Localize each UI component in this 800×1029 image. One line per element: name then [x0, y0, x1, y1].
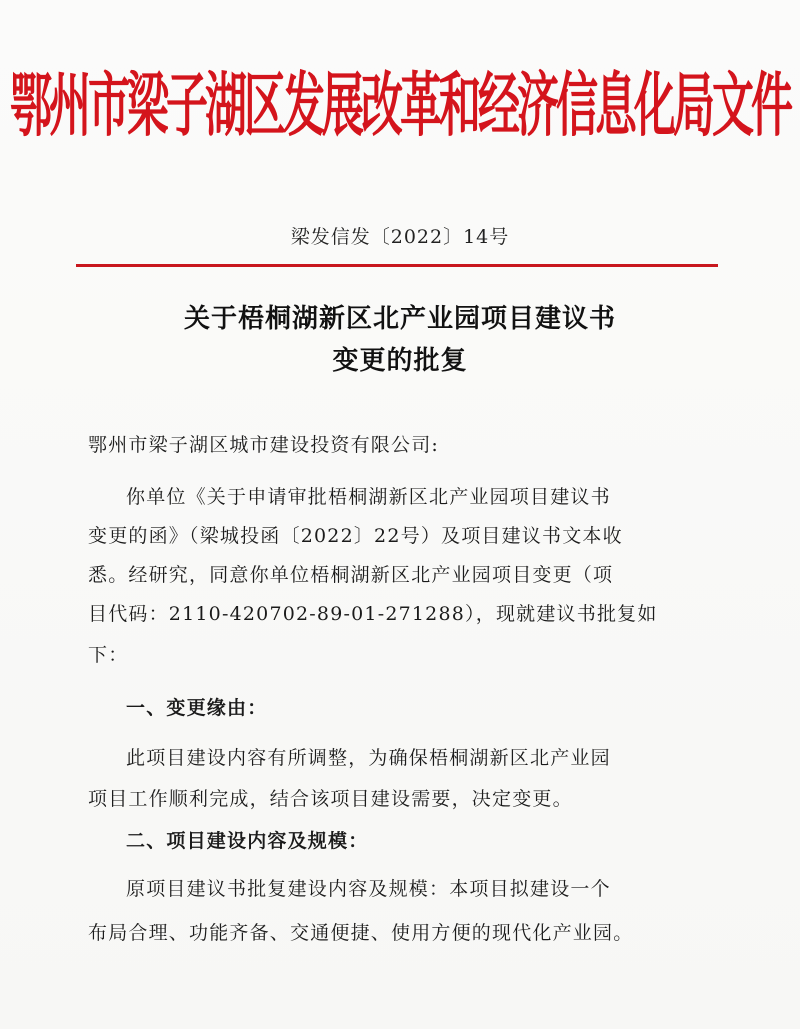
paragraph-line: 变更的函》（梁城投函〔2022〕22号）及项目建议书文本收 [88, 525, 623, 547]
red-separator-line [76, 264, 718, 267]
title-line-1: 关于梧桐湖新区北产业园项目建议书 [183, 304, 616, 334]
paragraph-line: 你单位《关于申请审批梧桐湖新区北产业园项目建议书 [126, 486, 611, 508]
paragraph-line: 目代码：2110-420702-89-01-271288），现就建议书批复如 [88, 603, 658, 625]
section-1-heading: 一、变更缘由： [126, 697, 268, 719]
issuer-masthead: 鄂州市梁子湖区发展改革和经济信息化局文件 [10, 64, 791, 146]
paragraph-line: 原项目建议书批复建设内容及规模：本项目拟建设一个 [126, 878, 611, 900]
paragraph-line: 下： [88, 644, 129, 666]
addressee: 鄂州市梁子湖区城市建设投资有限公司: [88, 434, 440, 456]
paragraph-line: 布局合理、功能齐备、交通便捷、使用方便的现代化产业园。 [88, 922, 634, 944]
section-2-heading: 二、项目建设内容及规模： [126, 830, 369, 852]
paragraph-line: 悉。经研究，同意你单位梧桐湖新区北产业园项目变更（项 [88, 564, 614, 586]
paragraph-line: 此项目建设内容有所调整，为确保梧桐湖新区北产业园 [126, 747, 611, 769]
document-title [0, 298, 800, 382]
title-line-2: 变更的批复 [332, 346, 468, 376]
paragraph-line: 项目工作顺利完成，结合该项目建设需要，决定变更。 [88, 788, 573, 810]
document-number: 梁发信发〔2022〕14号 [290, 226, 510, 248]
